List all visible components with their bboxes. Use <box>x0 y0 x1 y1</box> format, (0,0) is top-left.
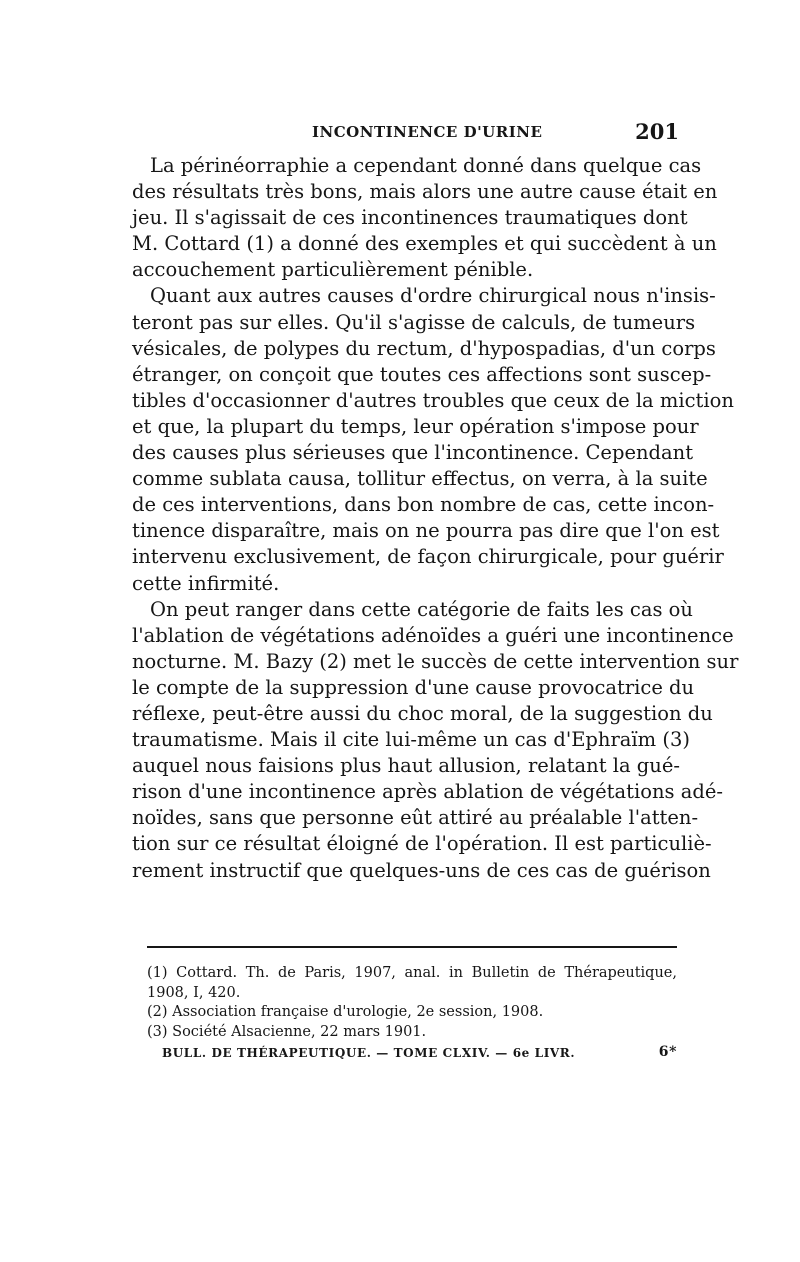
text-line: traumatisme. Mais il cite lui-même un cas d'Ephraïm (3) <box>132 728 690 752</box>
text-line: comme sublata causa, tollitur effectus, on verra, à la suite <box>132 467 708 491</box>
text-line: tinence disparaître, mais on ne pourra pas dire que l'on est <box>132 519 720 543</box>
body-text <box>132 153 739 884</box>
text-line: intervenu exclusivement, de façon chirurgicale, pour guérir <box>132 545 724 569</box>
signature-mark: 6* <box>658 1044 677 1060</box>
text-line: étranger, on conçoit que toutes ces affections sont suscep- <box>132 362 712 386</box>
footnote-line: (3) Société Alsacienne, 22 mars 1901. <box>147 1023 427 1040</box>
text-line: tion sur ce résultat éloigné de l'opération. Il est particuliè- <box>132 832 712 856</box>
text-line: réflexe, peut-être aussi du choc moral, de la suggestion du <box>132 701 713 725</box>
text-line: Quant aux autres causes d'ordre chirurgical nous n'insis- <box>150 284 716 308</box>
text-line: nocturne. M. Bazy (2) met le succès de cette intervention sur <box>132 649 739 673</box>
text-line: cette infirmité. <box>132 571 280 595</box>
text-line: On peut ranger dans cette catégorie de faits les cas où <box>150 597 693 621</box>
text-line: rement instructif que quelques-uns de ces cas de guérison <box>132 858 711 882</box>
text-line: M. Cottard (1) a donné des exemples et qui succèdent à un <box>132 232 717 256</box>
text-line: jeu. Il s'agissait de ces incontinences traumatiques dont <box>132 206 688 230</box>
text-line: vésicales, de polypes du rectum, d'hypospadias, d'un corps <box>132 336 716 360</box>
text-line: de ces interventions, dans bon nombre de cas, cette incon- <box>132 493 715 517</box>
page-number: 201 <box>635 119 679 144</box>
text-line: l'ablation de végétations adénoïdes a guéri une incontinence <box>132 623 734 647</box>
text-line: tibles d'occasionner d'autres troubles que ceux de la miction <box>132 388 734 412</box>
text-line: rison d'une incontinence après ablation de végétations adé- <box>132 780 723 804</box>
text-line: et que, la plupart du temps, leur opération s'impose pour <box>132 414 699 438</box>
text-line: La périnéorraphie a cependant donné dans quelque cas <box>150 154 702 177</box>
text-line: auquel nous faisions plus haut allusion, relatant la gué- <box>132 754 680 778</box>
text-line: accouchement particulièrement pénible. <box>132 258 534 282</box>
text-line: le compte de la suppression d'une cause provocatrice du <box>132 675 695 699</box>
text-line: noïdes, sans que personne eût attiré au préalable l'atten- <box>132 806 699 830</box>
signature-text: BULL. DE THÉRAPEUTIQUE. — TOME CLXIV. — 6e LIVR. <box>162 1046 576 1060</box>
text-line: teront pas sur elles. Qu'il s'agisse de calculs, de tumeurs <box>132 310 696 334</box>
text-line: des causes plus sérieuses que l'incontinence. Cependant <box>132 441 694 465</box>
footnote-line: 1908, I, 420. <box>147 984 241 1001</box>
footnote-line: (2) Association française d'urologie, 2e session, 1908. <box>147 1004 544 1020</box>
footnotes <box>147 964 677 1042</box>
running-title: INCONTINENCE D'URINE <box>312 123 543 141</box>
footnote-line: (1) Cottard. Th. de Paris, 1907, anal. in Bulletin de Thérapeutique, <box>147 965 677 981</box>
page-header <box>132 119 677 147</box>
footnote-rule <box>147 946 677 948</box>
text-line: des résultats très bons, mais alors une autre cause était en <box>132 180 718 204</box>
